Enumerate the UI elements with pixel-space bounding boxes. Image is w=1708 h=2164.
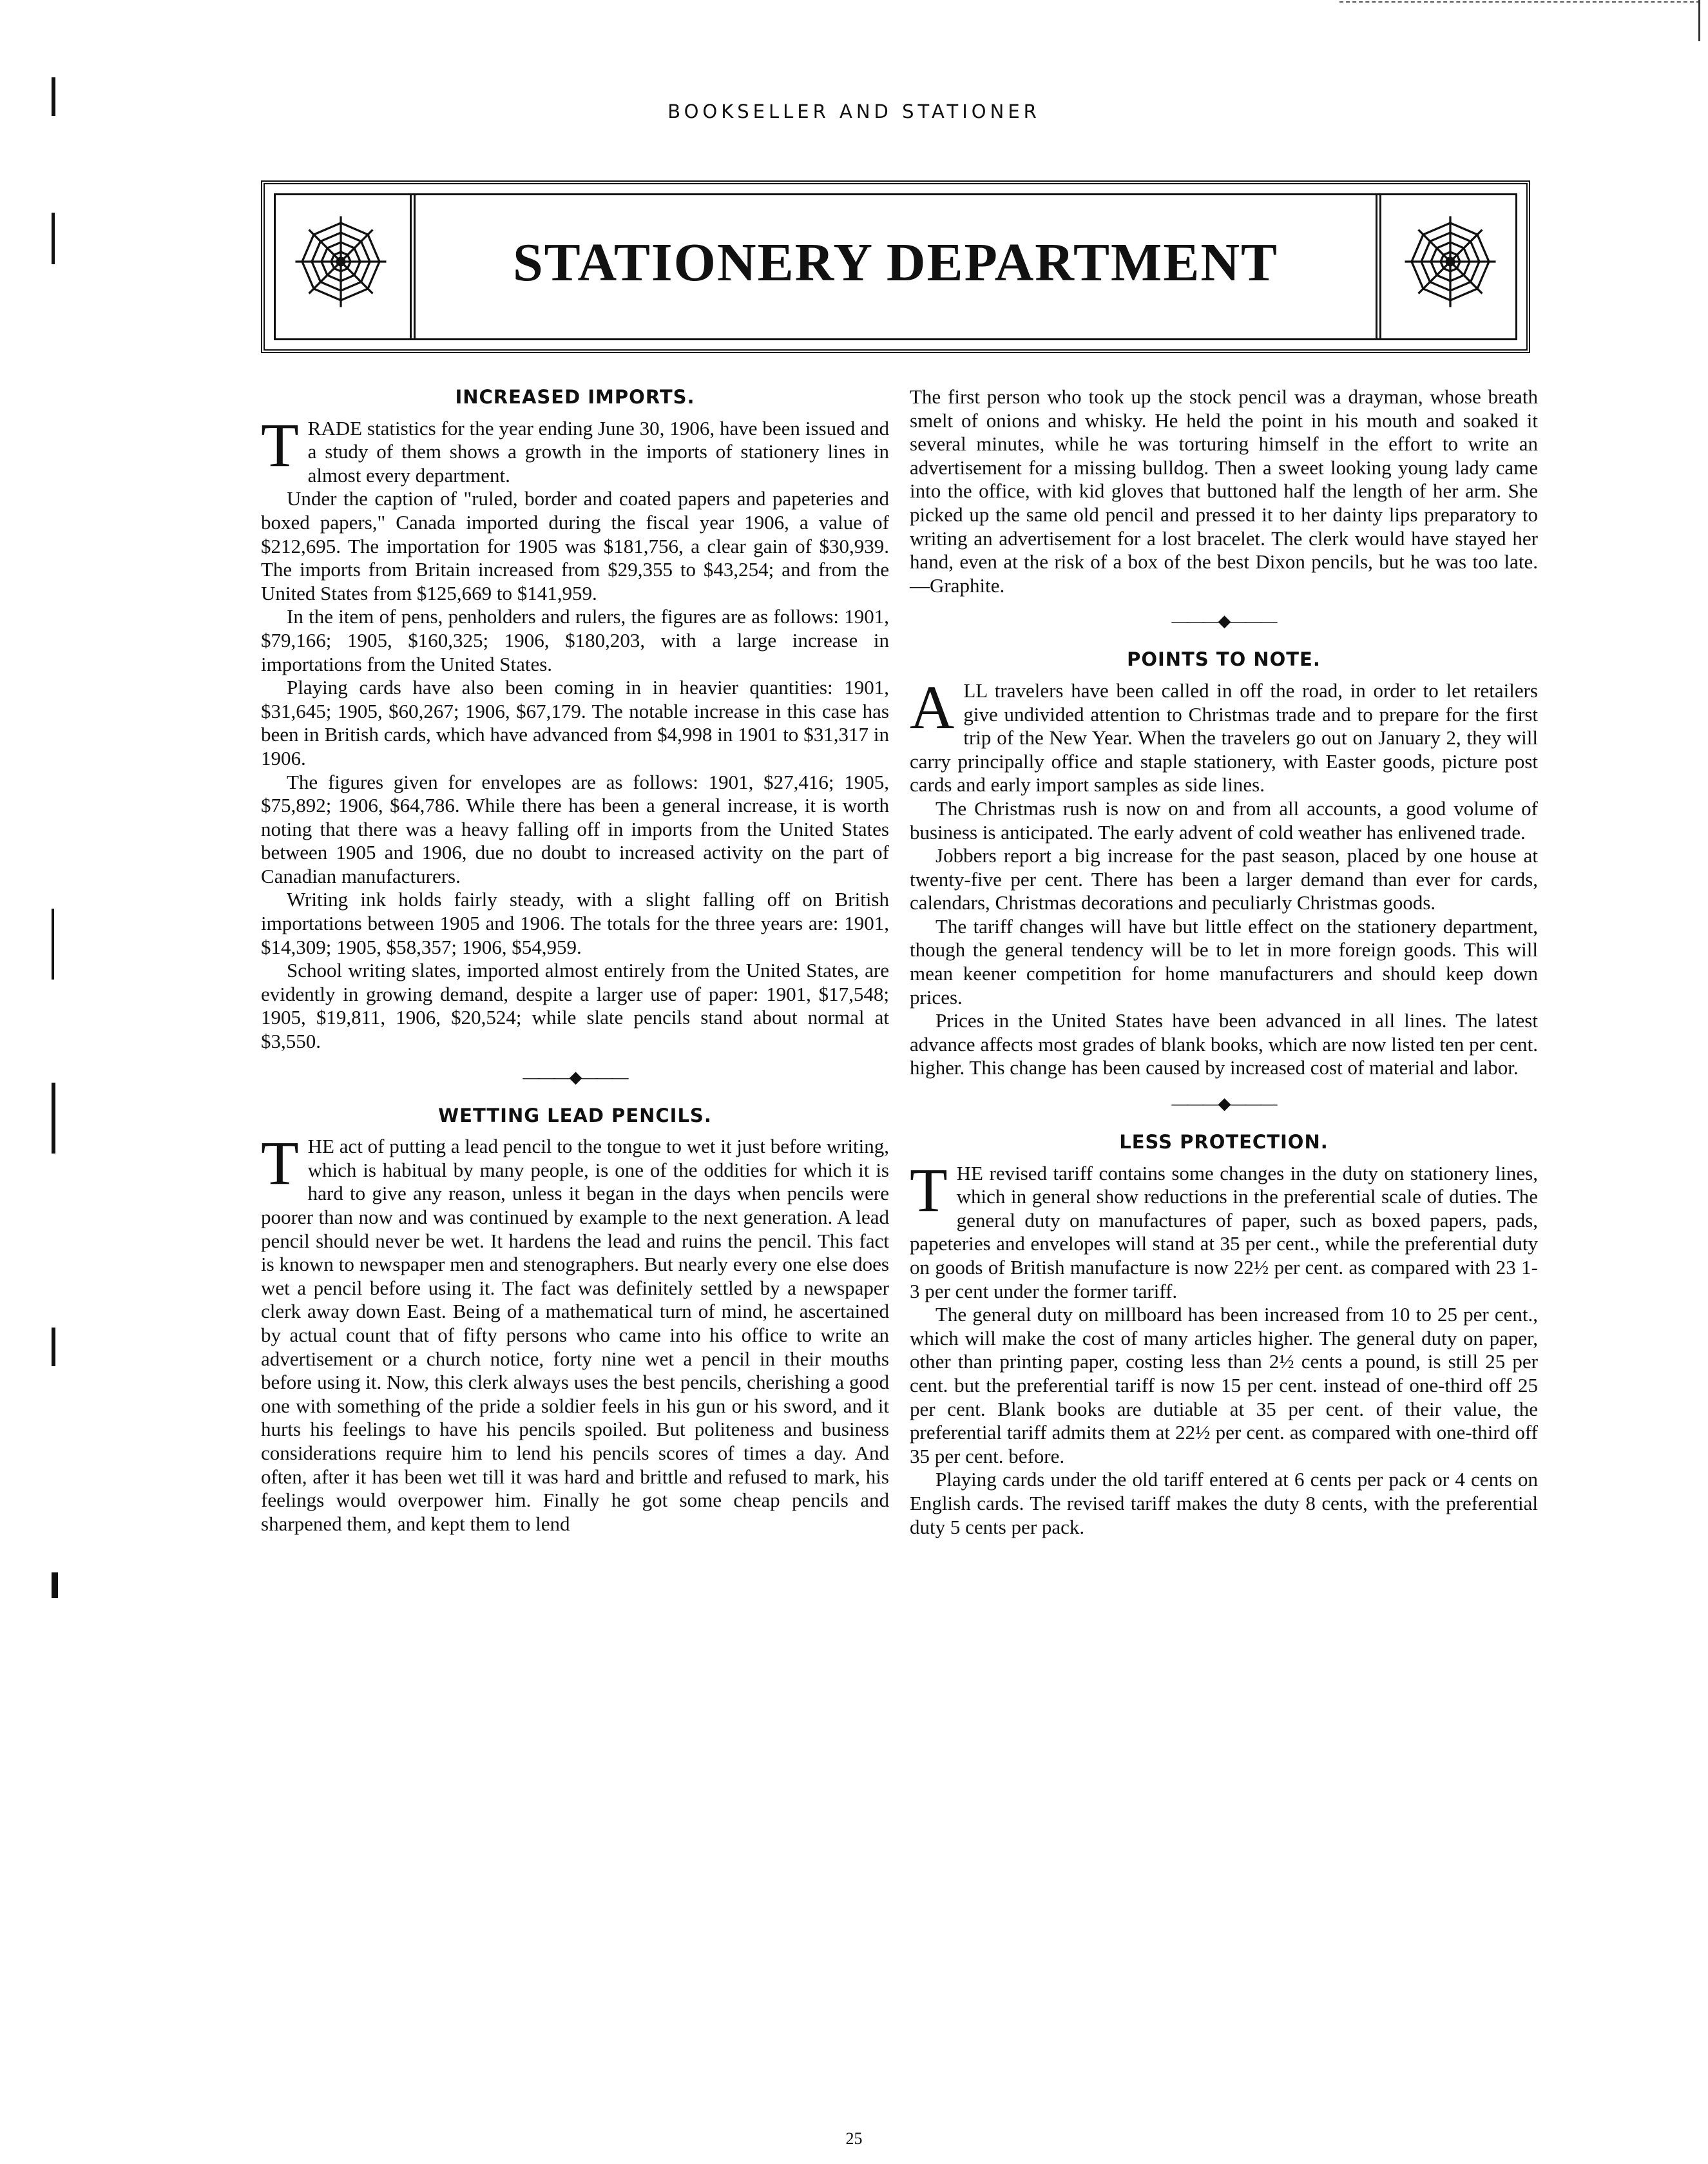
banner-divider bbox=[1376, 195, 1381, 338]
spider-web-icon bbox=[293, 213, 389, 310]
right-column bbox=[910, 385, 1538, 1539]
article-paragraph: Playing cards have also been coming in in heavier quantities: 1901, $31,645; 1905, $60,267; 1906, $67,179. The notable increase in this case has been in British cards, which have advanced from $4,998 in 1901 to $31,317 in 1906. bbox=[261, 676, 889, 769]
article-heading: POINTS TO NOTE. bbox=[1127, 648, 1321, 671]
top-margin-rule bbox=[1339, 1, 1700, 3]
section-divider: ———◆——— bbox=[523, 1067, 628, 1087]
margin-mark bbox=[52, 1083, 55, 1154]
article-paragraph: Playing cards under the old tariff entered at 6 cents per pack or 4 cents on English cards. The revised tariff makes the duty 8 cents, with the preferential duty 5 cents per pack. bbox=[910, 1468, 1538, 1538]
article-paragraph: The general duty on millboard has been increased from 10 to 25 per cent., which will make the cost of many articles higher. The general duty on paper, other than printing paper, costing less than 2½ cents a pound, is still 25 per cent. but the preferential tariff is now 15 per cent. instead of one-third off 25 per cent. Blank books are dutiable at 35 per cent. of their value, the preferential tariff admits them at 22½ per cent. as compared with one-third off 35 per cent. before. bbox=[910, 1303, 1538, 1467]
running-head: BOOKSELLER AND STATIONER bbox=[667, 101, 1041, 122]
article-paragraph: School writing slates, imported almost entirely from the United States, are evidently in growing demand, despite a larger use of paper: 1901, $17,548; 1905, $19,811, 1906, $20,524; while slate pencils stand about normal at $3,550. bbox=[261, 959, 889, 1053]
section-banner bbox=[261, 180, 1530, 353]
article-paragraph: Writing ink holds fairly steady, with a slight falling off on British importations between 1905 and 1906. The totals for the three years are: 1901, $14,309; 1905, $58,357; 1906, $54,959. bbox=[261, 888, 889, 958]
page-number: 25 bbox=[845, 2129, 863, 2148]
top-margin-tick bbox=[1698, 0, 1700, 41]
margin-mark bbox=[52, 1572, 58, 1598]
article-paragraph: Prices in the United States have been advanced in all lines. The latest advance affects most grades of blank books, which are now listed ten per cent. higher. This change has been caused by increased cost of material and labor. bbox=[910, 1009, 1538, 1079]
article-paragraph: ALL travelers have been called in off the road, in order to let retailers give undivided attention to Christmas trade and to prepare for the first trip of the New Year. When the travelers go out on January 2, they will carry principally office and staple stationery, with Easter goods, picture post cards and early import samples as side lines. bbox=[910, 672, 1538, 797]
article-heading: WETTING LEAD PENCILS. bbox=[438, 1104, 712, 1126]
margin-mark bbox=[52, 909, 54, 980]
drop-cap: T bbox=[261, 410, 299, 479]
banner-frame bbox=[274, 193, 1517, 340]
article-heading: INCREASED IMPORTS. bbox=[455, 386, 695, 408]
spider-web-icon bbox=[1402, 213, 1499, 310]
drop-cap: T bbox=[261, 1128, 299, 1198]
article-paragraph: In the item of pens, penholders and rulers, the figures are as follows: 1901, $79,166; 1905, $160,325; 1906, $180,203, with a large increase in importations from the United States. bbox=[261, 605, 889, 675]
article-heading: LESS PROTECTION. bbox=[1119, 1131, 1329, 1154]
left-column bbox=[261, 385, 889, 1536]
article-paragraph: The Christmas rush is now on and from all accounts, a good volume of business is anticipated. The early advent of cold weather has enlivened trade. bbox=[910, 797, 1538, 844]
article-paragraph: THE revised tariff contains some changes in the duty on stationery lines, which in general show reductions in the preferential scale of duties. The general duty on manufactures of paper, such as boxed papers, pads, papeteries and envelopes will stand at 35 per cent., while the preferential duty on goods of British manufacture is now 22½ per cent. as compared with 23 1-3 per cent under the former tariff. bbox=[910, 1155, 1538, 1302]
section-divider: ———◆——— bbox=[1171, 1094, 1276, 1114]
section-title: STATIONERY DEPARTMENT bbox=[512, 233, 1279, 293]
drop-cap: A bbox=[910, 672, 955, 742]
banner-divider bbox=[410, 195, 416, 338]
article-paragraph: Jobbers report a big increase for the past season, placed by one house at twenty-five per cent. There has been a larger demand than ever for cards, calendars, Christmas decorations and peculiarly Christmas goods. bbox=[910, 844, 1538, 914]
section-divider: ———◆——— bbox=[1171, 612, 1276, 631]
margin-mark bbox=[52, 1328, 55, 1366]
article-paragraph: TRADE statistics for the year ending June 30, 1906, have been issued and a study of them shows a growth in the imports of stationery lines in almost every department. bbox=[261, 410, 889, 487]
article-paragraph: The figures given for envelopes are as follows: 1901, $27,416; 1905, $75,892; 1906, $64,786. While there has been a general increase, it is worth noting that there was a heavy falling off in imports from the United States between 1905 and 1906, due no doubt to increased activity on the part of Canadian manufacturers. bbox=[261, 770, 889, 887]
article-paragraph: The tariff changes will have but little effect on the stationery department, though the general tendency will be to let in more foreign goods. This will mean keener competition for home manufacturers and should keep down prices. bbox=[910, 914, 1538, 1009]
article-paragraph: Under the caption of "ruled, border and coated papers and papeteries and boxed papers," Canada imported during the fiscal year 1906, a value of $212,695. The importation for 1905 was $181,756, a clear gain of $30,939. The imports from Britain increased from $29,355 to $43,254; and from the United States from $125,669 to $141,959. bbox=[261, 487, 889, 604]
article-paragraph: THE act of putting a lead pencil to the tongue to wet it just before writing, which is habitual by many people, is one of the oddities for which it is hard to give any reason, unless it began in the days when pencils were poorer than now and was continued by example to the next generation. A lead pencil should never be wet. It hardens the lead and ruins the pencil. This fact is known to newspaper men and stenographers. But nearly every one else does wet a pencil before using it. The fact was definitely settled by a newspaper clerk away down East. Being of a mathematical turn of mind, he ascertained by actual count that of fifty persons who came into his office to write an advertisement or a church notice, forty nine wet a pencil in their mouths before using it. Now, this clerk always uses the best pencils, cherishing a good one with something of the pride a soldier feels in his gun or his sword, and it hurts his feelings to have his pencils spoiled. But politeness and business considerations require him to lend his pencils scores of times a day. And often, after it has been wet till it was hard and brittle and refused to mark, his feelings would overpower him. Finally he got some cheap pencils and sharpened them, and kept them to lend bbox=[261, 1128, 889, 1535]
margin-mark bbox=[52, 213, 55, 264]
article-paragraph: The first person who took up the stock pencil was a drayman, whose breath smelt of onions and whisky. He held the point in his mouth and soaked it several minutes, while he was torturing himself in the effort to write an advertisement for a missing bulldog. Then a sweet looking young lady came into the office, with kid gloves that buttoned half the length of her arm. She picked up the same old pencil and pressed it to her dainty lips preparatory to writing an advertisement for a lost bracelet. The clerk would have stayed her hand, even at the risk of a box of the best Dixon pencils, but he was too late.—Graphite. bbox=[910, 385, 1538, 597]
drop-cap: T bbox=[910, 1155, 948, 1224]
